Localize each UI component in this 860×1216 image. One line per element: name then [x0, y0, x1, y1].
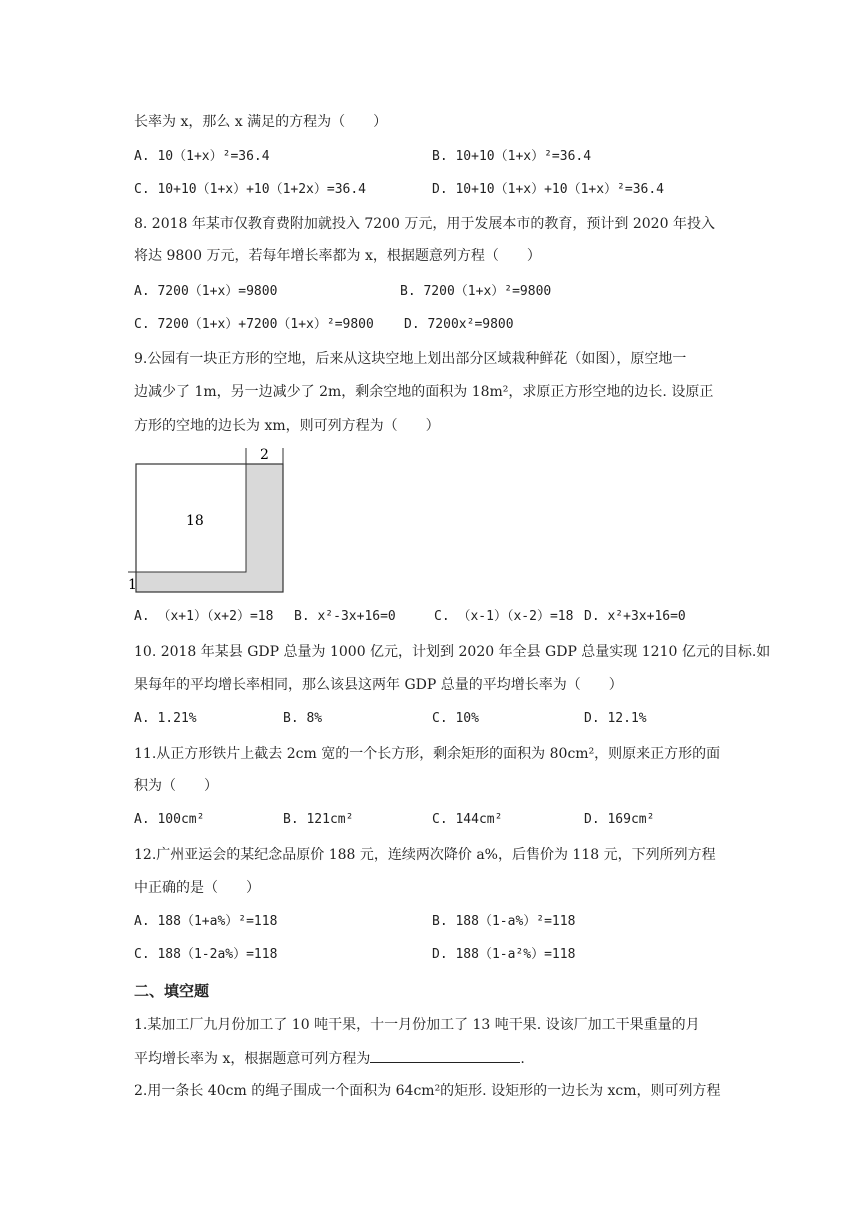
fill1-stem-line2	[134, 1048, 525, 1069]
q11-option-c: C. 144cm²	[432, 812, 503, 827]
q9-option-b: B. x²-3x+16=0	[294, 609, 396, 624]
q12-option-a: A. 188（1+a%）²=118	[134, 914, 278, 929]
q7-option-a: A. 10（1+x）²=36.4	[134, 149, 270, 164]
q12-option-b: B. 188（1-a%）²=118	[432, 914, 576, 929]
q12-option-c: C. 188（1-2a%）=118	[134, 947, 278, 962]
side-label: 1	[128, 577, 137, 593]
fill2-stem-line1: 2.用一条长 40cm 的绳子围成一个面积为 64cm²的矩形. 设矩形的一边长为 xcm，则可列方程	[134, 1083, 721, 1099]
q9-stem-line2: 边减少了 1m，另一边减少了 2m，剩余空地的面积为 18m²，求原正方形空地的边长. 设原正	[134, 384, 714, 400]
top-label: 2	[260, 447, 269, 463]
fill1-stem-line1: 1.某加工厂九月份加工了 10 吨干果，十一月份加工了 13 吨干果. 设该厂加工干果重量的月	[134, 1017, 700, 1033]
area-label: 18	[186, 513, 204, 529]
q11-option-b: B. 121cm²	[283, 812, 354, 827]
q12-stem-line1: 12.广州亚运会的某纪念品原价 188 元，连续两次降价 a%，后售价为 118 元，下列所列方程	[134, 847, 716, 863]
q11-option-d: D. 169cm²	[584, 812, 655, 827]
q11-stem-line2: 积为（ ）	[134, 778, 218, 794]
fill1-stem-line2-text: 平均增长率为 x，根据题意可列方程为	[134, 1051, 371, 1067]
q9-option-c: C. （x-1）（x-2）=18	[434, 609, 574, 624]
fill1-answer-blank[interactable]	[370, 1048, 520, 1063]
q10-stem-line2: 果每年的平均增长率相同，那么该县这两年 GDP 总量的平均增长率为（ ）	[134, 677, 623, 693]
q8-option-c: C. 7200（1+x）+7200（1+x）²=9800	[134, 317, 374, 332]
q8-stem-line1: 8. 2018 年某市仅教育费附加就投入 7200 万元，用于发展本市的教育，预计到 2020 年投入	[134, 216, 715, 232]
q12-stem-line2: 中正确的是（ ）	[134, 880, 260, 896]
q8-option-b: B. 7200（1+x）²=9800	[400, 284, 552, 299]
q9-figure-svg	[128, 446, 290, 594]
q9-option-a: A. （x+1）（x+2）=18	[134, 609, 274, 624]
q9-stem-line3: 方形的空地的边长为 xm，则可列方程为（ ）	[134, 418, 440, 434]
q8-option-d: D. 7200x²=9800	[404, 317, 514, 332]
q10-option-a: A. 1.21%	[134, 711, 197, 726]
q10-option-c: C. 10%	[432, 711, 479, 726]
q11-option-a: A. 100cm²	[134, 812, 205, 827]
q7-option-d: D. 10+10（1+x）+10（1+x）²=36.4	[432, 182, 665, 197]
q7-option-c: C. 10+10（1+x）+10（1+2x）=36.4	[134, 182, 367, 197]
q7-stem-tail: 长率为 x，那么 x 满足的方程为（ ）	[134, 114, 388, 130]
q8-option-a: A. 7200（1+x）=9800	[134, 284, 278, 299]
q9-option-d: D. x²+3x+16=0	[584, 609, 686, 624]
q11-stem-line1: 11.从正方形铁片上截去 2cm 宽的一个长方形，剩余矩形的面积为 80cm²，则原来正方形的面	[134, 746, 721, 762]
section-heading-fill-in: 二、填空题	[134, 982, 210, 1000]
q9-stem-line1: 9.公园有一块正方形的空地，后来从这块空地上划出部分区域栽种鲜花（如图），原空地一	[134, 351, 687, 367]
q7-option-b: B. 10+10（1+x）²=36.4	[432, 149, 592, 164]
q9-figure	[128, 446, 290, 594]
q12-option-d: D. 188（1-a²%）=118	[432, 947, 576, 962]
q8-stem-line2: 将达 9800 万元，若每年增长率都为 x，根据题意列方程（ ）	[134, 248, 541, 264]
q10-stem-line1: 10. 2018 年某县 GDP 总量为 1000 亿元，计划到 2020 年全县 GDP 总量实现 1210 亿元的目标.如	[134, 644, 771, 660]
q10-option-b: B. 8%	[283, 711, 323, 726]
fill1-stem-end: .	[520, 1051, 525, 1067]
q10-option-d: D. 12.1%	[584, 711, 647, 726]
